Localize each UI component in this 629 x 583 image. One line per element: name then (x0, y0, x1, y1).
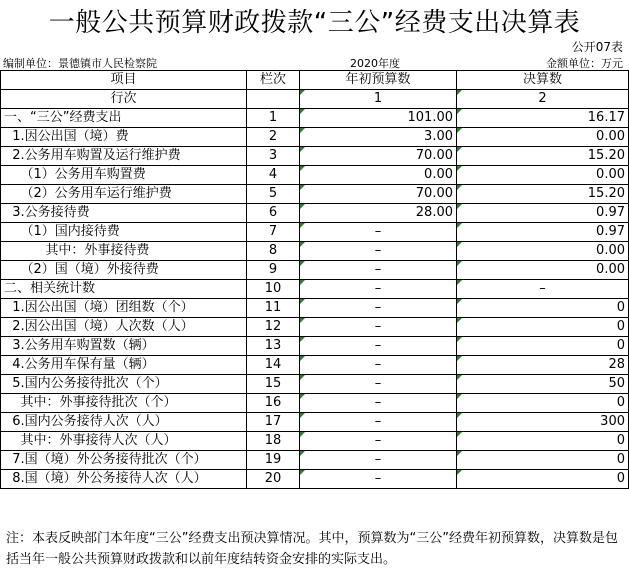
row-item: 6.国内公务接待人次（人） (1, 413, 247, 432)
row-budget: – (300, 413, 457, 432)
row-budget: – (300, 337, 457, 356)
table-row (1, 223, 629, 242)
row-budget: – (300, 318, 457, 337)
table-row (1, 337, 629, 356)
form-number: 公开07表 (571, 40, 623, 54)
table-row (1, 375, 629, 394)
row-final: 16.17 (457, 109, 629, 128)
row-final: 0.00 (457, 128, 629, 147)
row-budget: 0.00 (300, 166, 457, 185)
row-budget: – (300, 375, 457, 394)
row-item: （2）国（境）外接待费 (1, 261, 247, 280)
row-item: 二、相关统计数 (1, 280, 247, 299)
subheader-col1: 1 (300, 90, 457, 109)
row-number: 9 (247, 261, 300, 280)
row-item: （2）公务用车运行维护费 (1, 185, 247, 204)
row-number: 8 (247, 242, 300, 261)
row-final: 0 (457, 470, 629, 489)
row-budget: 28.00 (300, 204, 457, 223)
row-item: （1）国内接待费 (1, 223, 247, 242)
row-number: 19 (247, 451, 300, 470)
unit-label: 编制单位：景德镇市人民检察院 (3, 57, 157, 70)
row-item: 2.公务用车购置及运行维护费 (1, 147, 247, 166)
row-final: 0.00 (457, 261, 629, 280)
header-row (1, 71, 629, 90)
subheader-label: 行次 (1, 90, 247, 109)
row-item: 其中：外事接待人次（人） (1, 432, 247, 451)
table-row (1, 166, 629, 185)
header-item: 项目 (1, 71, 247, 90)
row-budget: – (300, 394, 457, 413)
row-number: 20 (247, 470, 300, 489)
row-number: 13 (247, 337, 300, 356)
table-row (1, 432, 629, 451)
row-item: 其中：外事接待批次（个） (1, 394, 247, 413)
row-number: 5 (247, 185, 300, 204)
table-row (1, 470, 629, 489)
table-row (1, 451, 629, 470)
row-budget: – (300, 242, 457, 261)
row-number: 7 (247, 223, 300, 242)
row-final: 28 (457, 356, 629, 375)
row-number: 4 (247, 166, 300, 185)
row-final: 0.00 (457, 166, 629, 185)
row-item: 7.国（境）外公务接待批次（个） (1, 451, 247, 470)
row-budget: – (300, 470, 457, 489)
row-item: 1.因公出国（境）团组数（个） (1, 299, 247, 318)
row-budget: – (300, 280, 457, 299)
row-number: 3 (247, 147, 300, 166)
row-budget: 3.00 (300, 128, 457, 147)
row-budget: – (300, 223, 457, 242)
row-item: 5.国内公务接待批次（个） (1, 375, 247, 394)
table-row (1, 185, 629, 204)
row-final: 0.97 (457, 223, 629, 242)
row-item: 其中：外事接待费 (1, 242, 247, 261)
row-final: 0 (457, 432, 629, 451)
row-final: 50 (457, 375, 629, 394)
row-final: – (457, 280, 629, 299)
row-budget: – (300, 299, 457, 318)
row-budget: – (300, 261, 457, 280)
table-row (1, 413, 629, 432)
table-row (1, 261, 629, 280)
amount-unit: 金额单位：万元 (546, 57, 623, 70)
table-row (1, 394, 629, 413)
row-number: 16 (247, 394, 300, 413)
table-row (1, 318, 629, 337)
report-title: 一般公共预算财政拨款“三公”经费支出决算表 (48, 8, 581, 38)
table-row (1, 204, 629, 223)
subheader-blank (247, 90, 300, 109)
table-row (1, 109, 629, 128)
row-item: 1.因公出国（境）费 (1, 128, 247, 147)
table-row (1, 242, 629, 261)
table-row (1, 128, 629, 147)
subheader-row (1, 90, 629, 109)
row-final: 0.97 (457, 204, 629, 223)
table-row (1, 356, 629, 375)
year-label: 2020年度 (350, 57, 400, 70)
table-row (1, 280, 629, 299)
expense-table (0, 70, 629, 489)
header-row-no: 栏次 (247, 71, 300, 90)
row-number: 6 (247, 204, 300, 223)
row-item: 4.公务用车保有量（辆） (1, 356, 247, 375)
header-final: 决算数 (457, 71, 629, 90)
row-number: 18 (247, 432, 300, 451)
row-number: 14 (247, 356, 300, 375)
row-item: 2.因公出国（境）人次数（人） (1, 318, 247, 337)
table-row (1, 147, 629, 166)
row-final: 0 (457, 318, 629, 337)
row-number: 11 (247, 299, 300, 318)
row-item: 8.国（境）外公务接待人次（人） (1, 470, 247, 489)
row-final: 0 (457, 299, 629, 318)
row-item: （1）公务用车购置费 (1, 166, 247, 185)
row-final: 15.20 (457, 147, 629, 166)
row-number: 1 (247, 109, 300, 128)
footnote: 注：本表反映部门本年度“三公”经费支出预决算情况。其中，预算数为“三公”经费年初预算数，决算数是包括当年一般公共预算财政拨款和以前年度结转资金安排的实际支出。 (6, 531, 618, 567)
row-budget: – (300, 356, 457, 375)
row-final: 0 (457, 394, 629, 413)
row-budget: 70.00 (300, 147, 457, 166)
row-number: 17 (247, 413, 300, 432)
row-final: 0 (457, 337, 629, 356)
row-budget: 101.00 (300, 109, 457, 128)
row-number: 10 (247, 280, 300, 299)
table-row (1, 299, 629, 318)
row-budget: – (300, 432, 457, 451)
row-number: 12 (247, 318, 300, 337)
row-final: 0 (457, 451, 629, 470)
subheader-col2: 2 (457, 90, 629, 109)
row-final: 300 (457, 413, 629, 432)
row-number: 2 (247, 128, 300, 147)
row-item: 一、“三公”经费支出 (1, 109, 247, 128)
row-final: 15.20 (457, 185, 629, 204)
row-budget: – (300, 451, 457, 470)
row-item: 3.公务接待费 (1, 204, 247, 223)
row-number: 15 (247, 375, 300, 394)
header-budget: 年初预算数 (300, 71, 457, 90)
row-item: 3.公务用车购置数（辆） (1, 337, 247, 356)
row-budget: 70.00 (300, 185, 457, 204)
row-final: 0.00 (457, 242, 629, 261)
